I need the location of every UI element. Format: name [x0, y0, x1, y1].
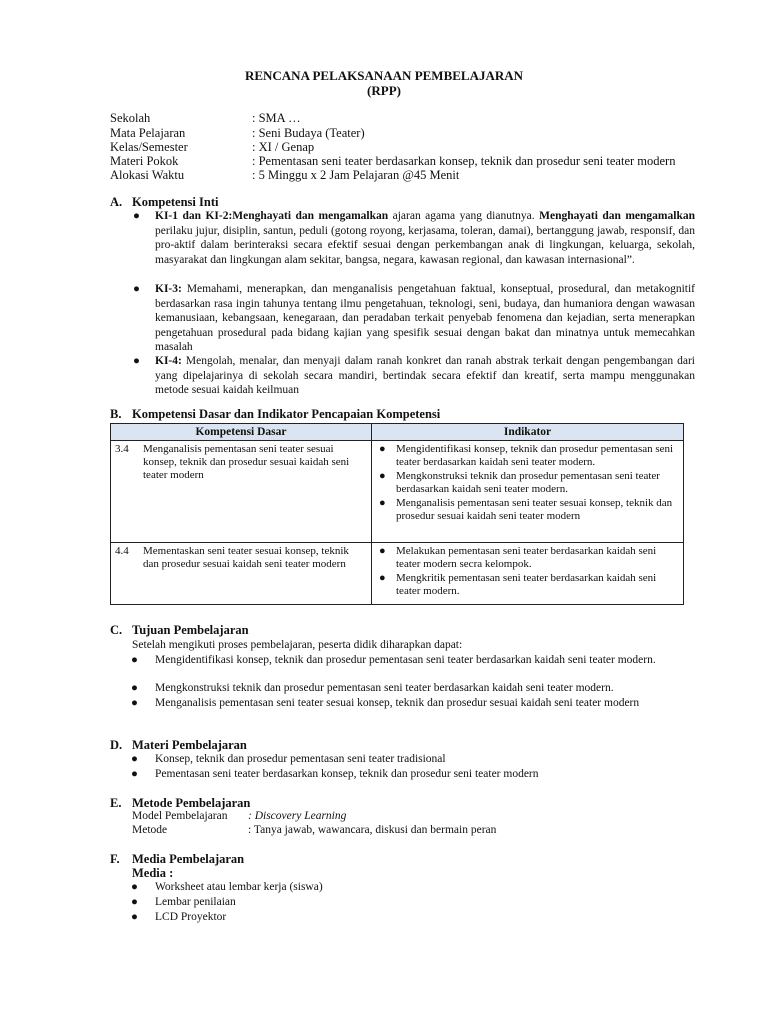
bullet-icon: ●	[133, 355, 140, 367]
bullet-icon: ●	[131, 768, 138, 780]
metode-label: Metode	[132, 824, 168, 836]
bullet-icon: ●	[131, 896, 138, 908]
section-letter: B.	[110, 407, 122, 421]
ki-text-2: perilaku jujur, disiplin, santun, peduli (gotong royong, kerjasama, toleran, damai), bertanggung jawab, responsif, dan pro-aktif dalam berinteraksi secara efektif sesuai dengan perkembangan anak di lingkungan, keluarga, sekolah, masyarakat dan lingkungan alam sekitar, bangsa, negara, kawasan regional, dan kawasan internasional”.	[155, 224, 695, 266]
section-title: Media Pembelajaran	[132, 852, 245, 866]
bullet-icon: ●	[379, 572, 386, 584]
info-value: : SMA …	[252, 111, 301, 125]
indicator-list	[376, 545, 679, 598]
ki-lead: KI-1 dan KI-2:Menghayati dan mengamalkan	[155, 210, 389, 222]
section-title: Materi Pembelajaran	[132, 738, 247, 752]
bullet-icon: ●	[379, 545, 386, 557]
tujuan-text: Mengkonstruksi teknik dan prosedur pementasan seni teater berdasarkan kaidah seni teater modern.	[155, 682, 614, 694]
ki-item-1	[133, 209, 695, 267]
section-title: Tujuan Pembelajaran	[132, 623, 249, 637]
section-letter: E.	[110, 796, 122, 810]
metode-value: : Tanya jawab, wawancara, diskusi dan bermain peran	[248, 824, 497, 836]
ki-text: Memahami, menerapkan, dan menganalisis pengetahuan faktual, konseptual, prosedural, dan metakognitif berdasarkan rasa ingin tahunya tentang ilmu pengetahuan, teknologi, seni, budaya, dan humaniora dengan wawasan kemanusiaan, kebangsaan, kenegaraan, dan peradaban terkait penyebab fenomena dan kejadian, serta menerapkan pengetahuan prosedural pada bidang kajian yang spesifik sesuai dengan bakat dan minatnya untuk memecahkan masalah	[155, 283, 695, 354]
kd-number: 4.4	[115, 545, 129, 557]
section-heading-kompetensi-dasar	[110, 407, 440, 422]
bullet-icon: ●	[133, 283, 140, 295]
tujuan-item	[131, 682, 675, 696]
info-label: Kelas/Semester	[110, 140, 188, 154]
section-letter: D.	[110, 738, 123, 752]
column-header-indikator: Indikator	[372, 424, 684, 441]
indicator-text: Mengidentifikasi konsep, teknik dan prosedur pementasan seni teater berdasarkan kaidah seni teater modern.	[396, 443, 674, 468]
ki-item-4	[133, 354, 695, 398]
kd-indicator-table	[110, 423, 684, 605]
column-header-kompetensi-dasar: Kompetensi Dasar	[111, 424, 372, 441]
ki-lead: KI-3:	[155, 283, 182, 295]
list-item	[376, 443, 679, 469]
section-letter: A.	[110, 195, 123, 209]
tujuan-text: Menganalisis pementasan seni teater sesuai konsep, teknik dan prosedur sesuai kaidah seni teater modern	[155, 697, 640, 709]
section-letter: C.	[110, 623, 123, 637]
info-value: : 5 Minggu x 2 Jam Pelajaran @45 Menit	[252, 168, 460, 182]
info-row-sekolah	[110, 111, 301, 126]
bullet-icon: ●	[131, 911, 138, 923]
kd-description: Menganalisis pementasan seni teater sesuai konsep, teknik dan prosedur sesuai kaidah seni teater modern	[143, 443, 350, 481]
info-row-materi-pokok	[110, 154, 675, 169]
section-heading-materi	[110, 738, 247, 753]
kd-number: 3.4	[115, 443, 129, 455]
metode-value: : Discovery Learning	[248, 810, 347, 822]
list-item	[376, 497, 679, 523]
kd-cell	[111, 543, 372, 605]
info-value: : XI / Genap	[252, 140, 315, 154]
table-row	[111, 441, 684, 543]
info-label: Sekolah	[110, 111, 151, 125]
section-title: Metode Pembelajaran	[132, 796, 251, 810]
bullet-icon: ●	[379, 497, 386, 509]
list-item	[376, 470, 679, 496]
section-heading-kompetensi-inti	[110, 195, 218, 210]
info-label: Materi Pokok	[110, 154, 179, 168]
materi-text: Konsep, teknik dan prosedur pementasan seni teater tradisional	[155, 753, 446, 765]
list-item	[376, 572, 679, 598]
media-item	[131, 881, 675, 895]
tujuan-text: Mengidentifikasi konsep, teknik dan prosedur pementasan seni teater berdasarkan kaidah seni teater modern.	[155, 654, 656, 666]
bullet-icon: ●	[131, 753, 138, 765]
ki-text: ajaran agama yang dianutnya.	[388, 210, 540, 222]
section-title: Kompetensi Inti	[132, 195, 219, 209]
metode-row-model	[132, 810, 346, 822]
materi-text: Pementasan seni teater berdasarkan konsep, teknik dan prosedur seni teater modern	[155, 768, 539, 780]
bullet-icon: ●	[379, 443, 386, 455]
info-row-alokasi-waktu	[110, 168, 459, 183]
document-subtitle: (RPP)	[367, 83, 401, 98]
indicator-cell	[372, 543, 684, 605]
indicator-cell	[372, 441, 684, 543]
table-header-row	[111, 424, 684, 441]
info-value: : Seni Budaya (Teater)	[252, 126, 365, 140]
kd-cell	[111, 441, 372, 543]
media-text: Lembar penilaian	[155, 896, 236, 908]
section-heading-metode	[110, 796, 250, 811]
ki-text: Mengolah, menalar, dan menyaji dalam ranah konkret dan ranah abstrak terkait dengan pengembangan dari yang dipelajarinya di sekolah secara mandiri, bertindak secara efektif dan kreatif, serta mampu menggunakan metode sesuai kaidah keilmuan	[155, 355, 695, 397]
tujuan-item	[131, 697, 675, 711]
ki-lead: KI-4:	[155, 355, 182, 367]
document-title: RENCANA PELAKSANAAN PEMBELAJARAN	[244, 68, 524, 83]
list-item	[376, 545, 679, 571]
info-label: Mata Pelajaran	[110, 126, 186, 140]
section-title: Kompetensi Dasar dan Indikator Pencapaian Kompetensi	[132, 407, 441, 421]
materi-item	[131, 768, 675, 782]
materi-item	[131, 753, 675, 767]
indicator-list	[376, 443, 679, 523]
section-heading-tujuan	[110, 623, 249, 638]
info-label: Alokasi Waktu	[110, 168, 185, 182]
ki-lead-2: Menghayati dan mengamalkan	[539, 210, 695, 222]
tujuan-intro: Setelah mengikuti proses pembelajaran, peserta didik diharapkan dapat:	[132, 639, 463, 651]
bullet-icon: ●	[131, 881, 138, 893]
tujuan-item	[131, 654, 675, 668]
media-item	[131, 896, 675, 910]
table-row	[111, 543, 684, 605]
metode-row-metode	[132, 824, 496, 836]
indicator-text: Mengkonstruksi teknik dan prosedur pementasan seni teater berdasarkan kaidah seni teater modern.	[396, 470, 660, 495]
media-text: LCD Proyektor	[155, 911, 227, 923]
metode-label: Model Pembelajaran	[132, 810, 228, 822]
bullet-icon: ●	[131, 682, 138, 694]
info-row-kelas-semester	[110, 140, 314, 155]
indicator-text: Menganalisis pementasan seni teater sesuai konsep, teknik dan prosedur sesuai kaidah seni teater modern	[396, 497, 673, 522]
media-item	[131, 911, 675, 925]
bullet-icon: ●	[131, 697, 138, 709]
bullet-icon: ●	[131, 654, 138, 666]
indicator-text: Mengkritik pementasan seni teater berdasarkan kaidah seni teater modern.	[396, 572, 657, 597]
info-row-mata-pelajaran	[110, 126, 365, 141]
section-letter: F.	[110, 852, 120, 866]
info-value: : Pementasan seni teater berdasarkan konsep, teknik dan prosedur seni teater modern	[252, 154, 676, 168]
indicator-text: Melakukan pementasan seni teater berdasarkan kaidah seni teater modern secra kelompok.	[396, 545, 657, 570]
media-text: Worksheet atau lembar kerja (siswa)	[155, 881, 323, 893]
kd-description: Mementaskan seni teater sesuai konsep, teknik dan prosedur sesuai kaidah seni teater modern	[143, 545, 349, 570]
bullet-icon: ●	[133, 210, 140, 222]
media-heading: Media :	[132, 866, 174, 880]
section-heading-media	[110, 852, 244, 867]
ki-item-3	[133, 282, 695, 355]
bullet-icon: ●	[379, 470, 386, 482]
